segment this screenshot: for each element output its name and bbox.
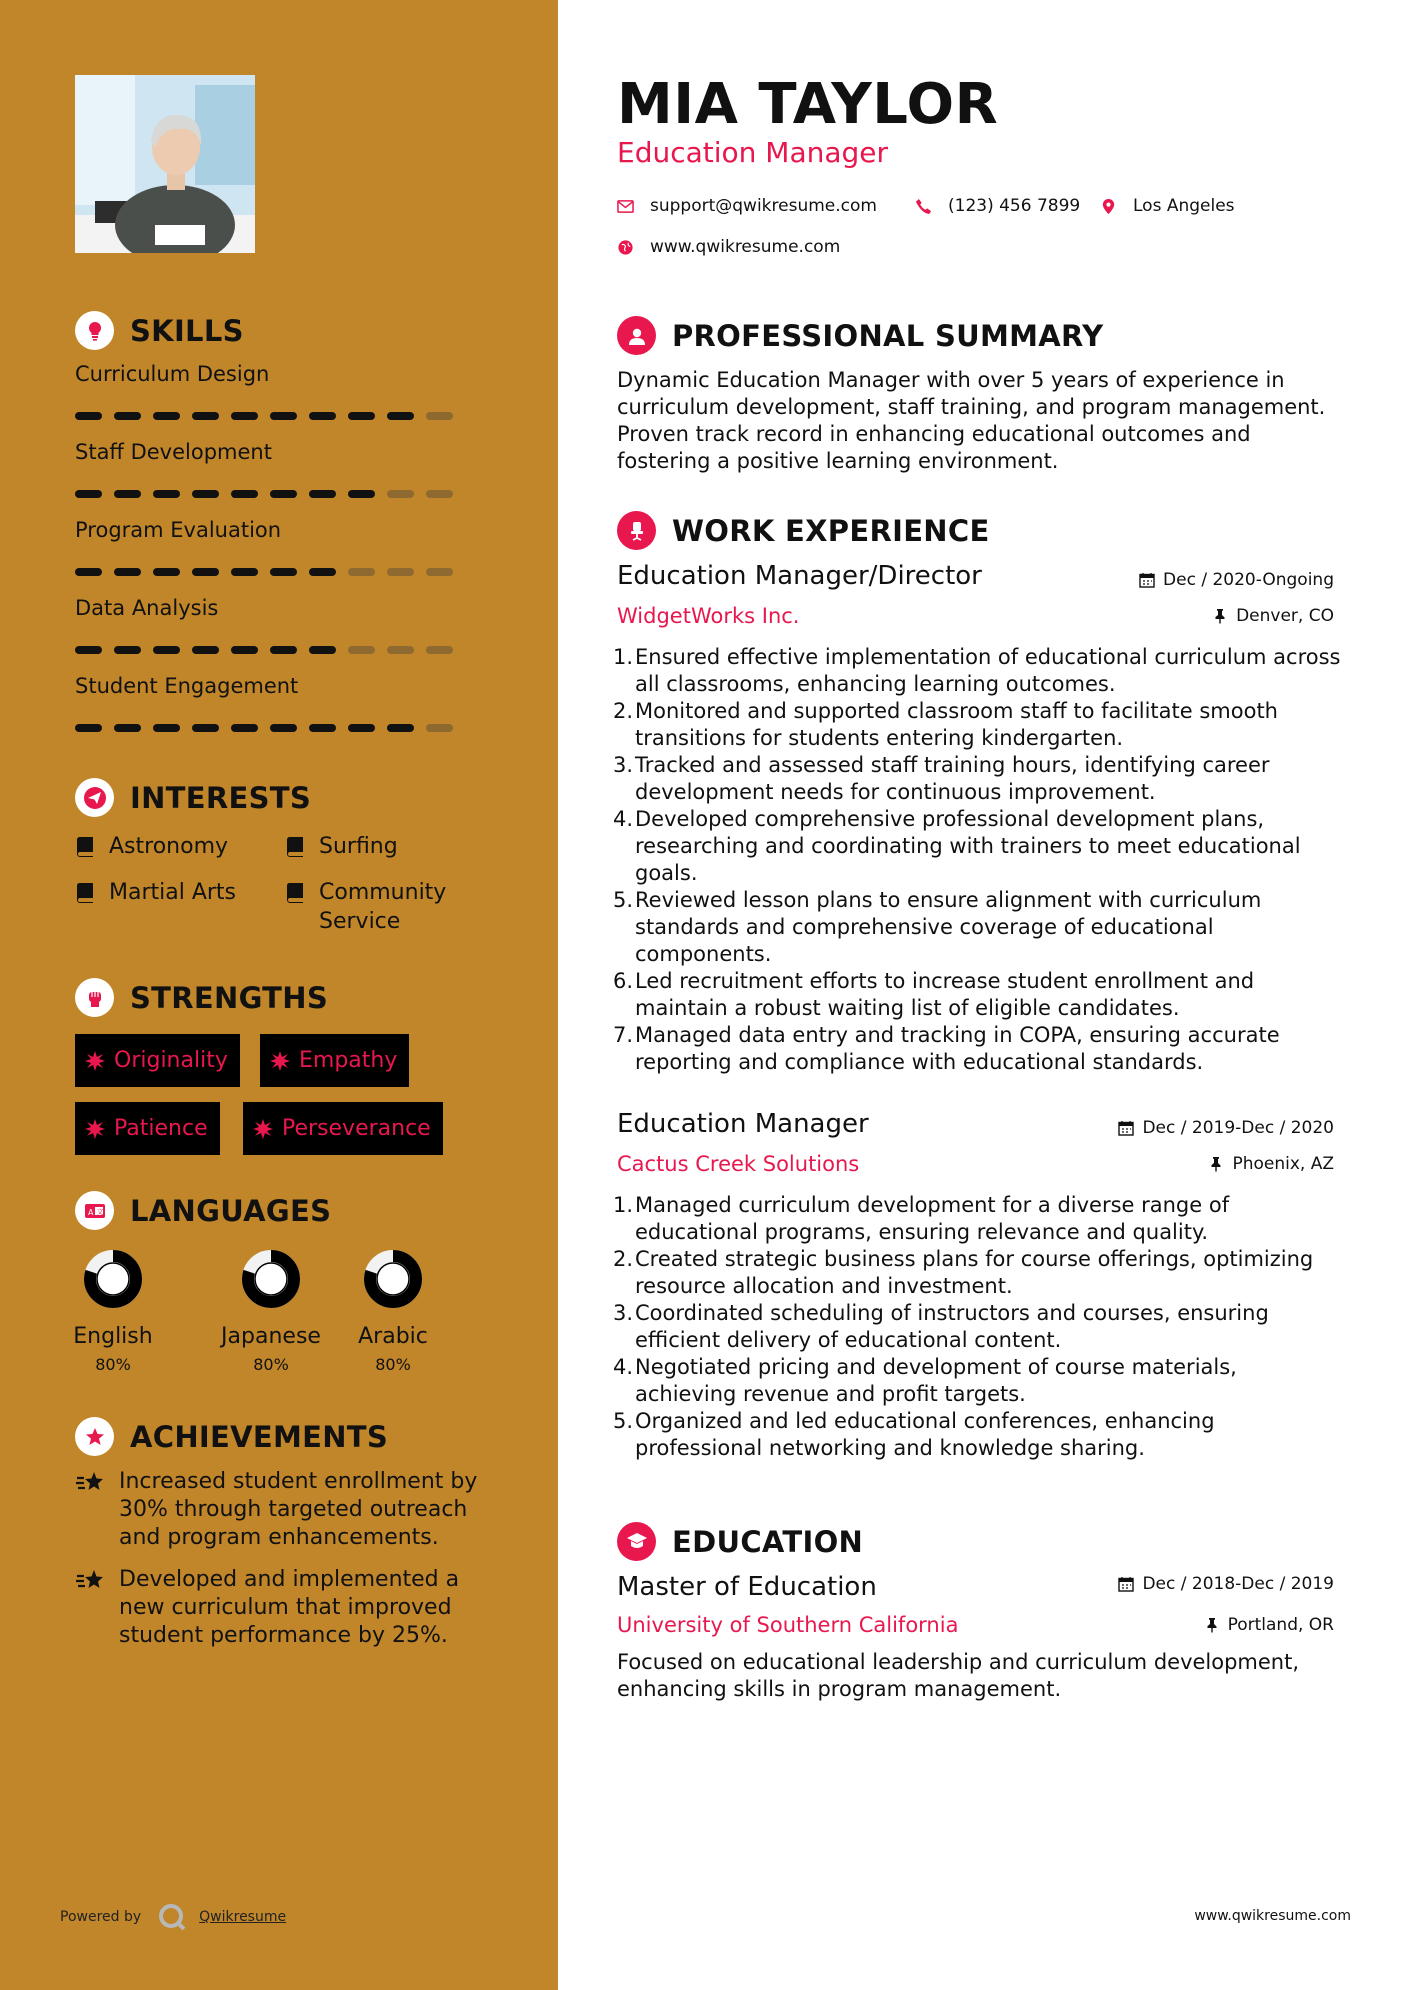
list-item: 5. Reviewed lesson plans to ensure alignment with curriculum standards and comprehensive coverage of educational components. <box>613 887 1343 968</box>
skill-name: Curriculum Design <box>75 362 270 386</box>
skill-dash-filled <box>75 490 102 498</box>
language-item <box>58 1248 168 1374</box>
phone-icon <box>915 198 932 215</box>
job-responsibilities <box>613 1192 1343 1462</box>
language-percent: 80% <box>95 1355 131 1374</box>
job-location-text: Phoenix, AZ <box>1232 1154 1334 1174</box>
skill-dash-empty <box>348 646 375 654</box>
star-badge-icon <box>75 1417 114 1456</box>
skill-dash-filled <box>75 724 102 732</box>
strengths-heading: STRENGTHS <box>130 980 329 1015</box>
language-name: Arabic <box>358 1324 428 1349</box>
strength-label: Perseverance <box>282 1116 431 1141</box>
bullet-text: Created strategic business plans for course offerings, optimizing resource allocation and investment. <box>635 1247 1314 1298</box>
pushpin-icon <box>1208 1156 1224 1172</box>
qwikresume-link[interactable]: Qwikresume <box>199 1909 287 1925</box>
strength-label: Patience <box>114 1116 208 1141</box>
list-item: 4. Negotiated pricing and development of course materials, achieving revenue and profit targets. <box>613 1354 1343 1408</box>
list-item: 2. Monitored and supported classroom staff to facilitate smooth transitions for students entering kindergarten. <box>613 698 1343 752</box>
skill-dash-filled <box>309 412 336 420</box>
globe-icon <box>617 239 634 256</box>
job-dates-text: Dec / 2020-Ongoing <box>1163 570 1334 590</box>
job-location-text: Denver, CO <box>1236 606 1334 626</box>
interests-section-title <box>75 778 311 817</box>
skill-dash-filled <box>114 412 141 420</box>
language-item <box>216 1248 326 1374</box>
summary-section-title <box>617 316 1103 355</box>
skill-dash-filled <box>270 568 297 576</box>
skill-dash-filled <box>153 490 180 498</box>
education-heading: EDUCATION <box>672 1524 864 1559</box>
skill-dash-filled <box>309 490 336 498</box>
skill-dash-filled <box>309 568 336 576</box>
language-level-donut <box>362 1248 424 1310</box>
skill-dash-filled <box>192 490 219 498</box>
website-text: www.qwikresume.com <box>650 237 841 257</box>
book-icon <box>75 835 95 857</box>
profile-photo <box>75 75 255 253</box>
skill-dash-filled <box>387 412 414 420</box>
language-item <box>338 1248 448 1374</box>
strength-tag <box>75 1034 240 1087</box>
job-location <box>1212 606 1334 626</box>
paper-plane-icon <box>75 778 114 817</box>
job-dates <box>1118 1118 1334 1138</box>
education-location <box>1204 1615 1334 1635</box>
skill-dash-empty <box>387 568 414 576</box>
skill-dash-filled <box>231 724 258 732</box>
skill-dash-filled <box>231 490 258 498</box>
job-dates-text: Dec / 2019-Dec / 2020 <box>1142 1118 1334 1138</box>
contact-website[interactable] <box>617 237 840 257</box>
strengths-section-title <box>75 978 328 1017</box>
achievements-heading: ACHIEVEMENTS <box>130 1419 389 1454</box>
skill-dash-filled <box>309 646 336 654</box>
calendar-icon <box>1139 572 1155 588</box>
skill-dash-filled <box>153 412 180 420</box>
skill-dash-filled <box>231 568 258 576</box>
skill-dash-empty <box>387 646 414 654</box>
interest-item <box>285 832 469 861</box>
experience-heading: WORK EXPERIENCE <box>672 513 990 548</box>
skill-dash-filled <box>75 412 102 420</box>
skill-level-bar <box>75 568 465 576</box>
skill-dash-filled <box>348 412 375 420</box>
bullet-text: Ensured effective implementation of educational curriculum across all classrooms, enhancing learning outcomes. <box>635 645 1341 696</box>
sidebar <box>0 0 558 1990</box>
skill-dash-filled <box>309 724 336 732</box>
job-dates <box>1139 570 1334 590</box>
powered-by-label: Powered by <box>60 1909 142 1925</box>
interest-label: Astronomy <box>109 834 229 859</box>
shooting-star-icon <box>75 1468 107 1498</box>
skills-heading: SKILLS <box>130 313 244 348</box>
interest-item <box>285 878 469 936</box>
list-item: 4. Developed comprehensive professional development plans, researching and coordinating with trainers to meet educational goals. <box>613 806 1343 887</box>
achievement-text: Developed and implemented a new curriculum that improved student performance by 25%. <box>119 1567 460 1648</box>
contact-email[interactable] <box>617 196 877 216</box>
list-item: 2. Created strategic business plans for course offerings, optimizing resource allocation and investment. <box>613 1246 1343 1300</box>
svg-text:文: 文 <box>96 1207 103 1216</box>
skill-dash-filled <box>387 724 414 732</box>
user-icon <box>617 316 656 355</box>
skill-dash-filled <box>114 646 141 654</box>
skill-dash-filled <box>231 412 258 420</box>
language-name: Japanese <box>221 1324 321 1349</box>
skill-dash-filled <box>75 646 102 654</box>
achievement-text: Increased student enrollment by 30% through targeted outreach and program enhancements. <box>119 1469 478 1550</box>
profile-photo-image <box>75 75 255 253</box>
skill-dash-filled <box>270 412 297 420</box>
language-percent: 80% <box>253 1355 289 1374</box>
education-dates-text: Dec / 2018-Dec / 2019 <box>1142 1574 1334 1594</box>
language-level-donut <box>82 1248 144 1310</box>
book-icon <box>75 881 95 903</box>
pushpin-icon <box>1212 608 1228 624</box>
skill-dash-filled <box>192 724 219 732</box>
skill-name: Data Analysis <box>75 596 219 620</box>
shooting-star-icon <box>75 1566 107 1596</box>
skill-dash-filled <box>270 490 297 498</box>
list-item: 3. Coordinated scheduling of instructors and courses, ensuring efficient delivery of educational content. <box>613 1300 1343 1354</box>
bullet-text: Developed comprehensive professional development plans, researching and coordinating with trainers to meet educational goals. <box>635 807 1301 885</box>
office-chair-icon <box>617 511 656 550</box>
skill-dash-filled <box>153 646 180 654</box>
bullet-text: Coordinated scheduling of instructors and courses, ensuring efficient delivery of educational content. <box>635 1301 1269 1352</box>
starburst-icon <box>85 1119 105 1139</box>
skill-dash-filled <box>192 646 219 654</box>
candidate-role: Education Manager <box>617 136 889 169</box>
job-responsibilities <box>613 644 1343 1076</box>
summary-text: Dynamic Education Manager with over 5 years of experience in curriculum development, staff training, and program management. Proven track record in enhancing educational outcomes and fostering a positive learning environment. <box>617 368 1326 473</box>
skill-dash-empty <box>387 490 414 498</box>
lightbulb-icon <box>75 311 114 350</box>
skill-dash-empty <box>426 724 453 732</box>
calendar-icon <box>1118 1120 1134 1136</box>
languages-section-title <box>75 1191 331 1230</box>
skill-dash-filled <box>114 490 141 498</box>
education-description: Focused on educational leadership and curriculum development, enhancing skills in program management. <box>617 1650 1300 1701</box>
summary-heading: PROFESSIONAL SUMMARY <box>672 318 1104 353</box>
skill-dash-empty <box>426 568 453 576</box>
candidate-name: MIA TAYLOR <box>617 72 999 137</box>
bullet-text: Led recruitment efforts to increase student enrollment and maintain a robust waiting list of eligible candidates. <box>635 969 1255 1020</box>
skill-dash-empty <box>426 412 453 420</box>
language-level-donut <box>240 1248 302 1310</box>
skill-dash-filled <box>192 568 219 576</box>
languages-heading: LANGUAGES <box>130 1193 332 1228</box>
skill-dash-filled <box>348 490 375 498</box>
skill-dash-filled <box>153 724 180 732</box>
skill-dash-filled <box>192 412 219 420</box>
skill-dash-filled <box>348 724 375 732</box>
skills-section-title <box>75 311 244 350</box>
phone-text: (123) 456 7899 <box>948 196 1081 216</box>
education-dates <box>1118 1574 1334 1594</box>
achievement-item <box>75 1468 509 1552</box>
powered-by <box>60 1902 286 1932</box>
bullet-text: Reviewed lesson plans to ensure alignment with curriculum standards and comprehensive coverage of educational components. <box>635 888 1262 966</box>
skill-dash-empty <box>348 568 375 576</box>
qwikresume-logo-icon <box>157 1902 187 1932</box>
skill-level-bar <box>75 490 465 498</box>
skill-level-bar <box>75 646 465 654</box>
bullet-text: Monitored and supported classroom staff to facilitate smooth transitions for students entering kindergarten. <box>635 699 1278 750</box>
language-name: English <box>73 1324 153 1349</box>
education-section-title <box>617 1522 863 1561</box>
starburst-icon <box>253 1119 273 1139</box>
list-item: 3. Tracked and assessed staff training hours, identifying career development needs for continuous improvement. <box>613 752 1343 806</box>
skill-name: Student Engagement <box>75 674 299 698</box>
list-item: 1. Ensured effective implementation of educational curriculum across all classrooms, enhancing learning outcomes. <box>613 644 1343 698</box>
contact-phone[interactable] <box>915 196 1080 216</box>
bullet-text: Organized and led educational conferences, enhancing professional networking and knowledge sharing. <box>635 1409 1215 1460</box>
location-text: Los Angeles <box>1133 196 1235 216</box>
interest-label: Community Service <box>319 880 447 934</box>
skill-level-bar <box>75 724 465 732</box>
translate-icon <box>75 1191 114 1230</box>
interest-item <box>75 878 259 907</box>
education-location-text: Portland, OR <box>1227 1615 1334 1635</box>
skill-name: Program Evaluation <box>75 518 282 542</box>
book-icon <box>285 881 305 903</box>
contact-location <box>1100 196 1235 216</box>
interests-heading: INTERESTS <box>130 780 312 815</box>
skill-dash-filled <box>114 568 141 576</box>
bullet-text: Managed data entry and tracking in COPA, ensuring accurate reporting and compliance with educational standards. <box>635 1023 1280 1074</box>
job-company: WidgetWorks Inc. <box>617 604 800 628</box>
job-company: Cactus Creek Solutions <box>617 1152 860 1176</box>
school-name: University of Southern California <box>617 1613 959 1637</box>
bullet-text: Tracked and assessed staff training hours, identifying career development needs for continuous improvement. <box>635 753 1270 804</box>
skill-dash-filled <box>270 724 297 732</box>
skill-dash-empty <box>426 646 453 654</box>
skill-dash-filled <box>153 568 180 576</box>
interest-label: Surfing <box>319 834 398 859</box>
bullet-text: Managed curriculum development for a diverse range of educational programs, ensuring relevance and quality. <box>635 1193 1230 1244</box>
list-item: 5. Organized and led educational conferences, enhancing professional networking and knowledge sharing. <box>613 1408 1343 1462</box>
skill-dash-filled <box>270 646 297 654</box>
list-item: 7. Managed data entry and tracking in COPA, ensuring accurate reporting and compliance with educational standards. <box>613 1022 1343 1076</box>
list-item: 6. Led recruitment efforts to increase student enrollment and maintain a robust waiting list of eligible candidates. <box>613 968 1343 1022</box>
skill-level-bar <box>75 412 465 420</box>
map-pin-icon <box>1100 198 1117 215</box>
pushpin-icon <box>1204 1617 1220 1633</box>
skill-dash-filled <box>114 724 141 732</box>
svg-text:A: A <box>87 1207 93 1217</box>
language-percent: 80% <box>375 1355 411 1374</box>
footer-website-link[interactable]: www.qwikresume.com <box>1194 1908 1351 1924</box>
degree-title: Master of Education <box>617 1572 877 1602</box>
strength-tag <box>243 1102 443 1155</box>
strength-tag <box>260 1034 409 1087</box>
interest-label: Martial Arts <box>109 880 237 905</box>
achievement-item <box>75 1566 509 1650</box>
skill-dash-empty <box>426 490 453 498</box>
interest-item <box>75 832 259 861</box>
calendar-icon <box>1118 1576 1134 1592</box>
strength-tag <box>75 1102 220 1155</box>
email-text: support@qwikresume.com <box>650 196 877 216</box>
achievements-section-title <box>75 1417 388 1456</box>
raised-fist-icon <box>75 978 114 1017</box>
job-location <box>1208 1154 1334 1174</box>
skill-dash-filled <box>75 568 102 576</box>
strength-label: Empathy <box>299 1048 398 1073</box>
experience-section-title <box>617 511 990 550</box>
skill-dash-filled <box>231 646 258 654</box>
strength-label: Originality <box>114 1048 228 1073</box>
job-title: Education Manager <box>617 1109 869 1139</box>
book-icon <box>285 835 305 857</box>
starburst-icon <box>85 1051 105 1071</box>
graduate-icon <box>617 1522 656 1561</box>
envelope-icon <box>617 198 634 215</box>
job-title: Education Manager/Director <box>617 561 982 591</box>
bullet-text: Negotiated pricing and development of course materials, achieving revenue and profit targets. <box>635 1355 1237 1406</box>
skill-name: Staff Development <box>75 440 272 464</box>
list-item: 1. Managed curriculum development for a diverse range of educational programs, ensuring relevance and quality. <box>613 1192 1343 1246</box>
starburst-icon <box>270 1051 290 1071</box>
